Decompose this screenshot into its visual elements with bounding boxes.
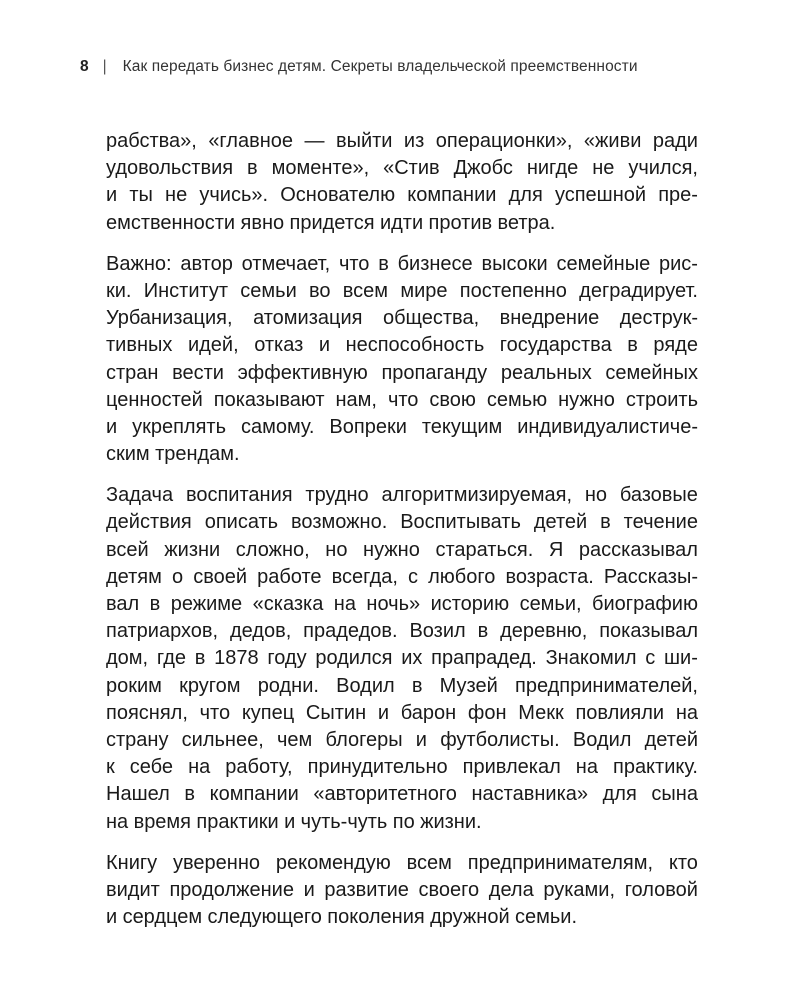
text-line: Урбанизация, атомизация общества, внедрение деструк- [106,307,698,330]
text-line: роким кругом родни. Водил в Музей предпринимателей, [106,674,698,697]
text-line: действия описать возможно. Воспитывать детей в течение [106,511,698,534]
paragraph [106,251,698,469]
text-line: вал в режиме «сказка на ночь» историю семьи, биографию [106,593,698,615]
text-line: страну сильнее, чем блогеры и футболисты. Водил детей [106,728,698,751]
text-line: на время практики и чуть-чуть по жизни. [106,810,482,833]
text-line: емственности явно придется идти против ветра. [106,211,556,234]
text-line: удовольствия в моменте», «Стив Джобс нигде не учился, [106,157,698,180]
text-line: к себе на работу, принудительно привлекал на практику. [106,756,698,779]
text-line: и укреплять самому. Вопреки текущим индивидуалистиче- [106,415,698,438]
text-line: детям о своей работе всегда, с любого возраста. Рассказы- [106,565,698,588]
text-line: тивных идей, отказ и неспособность государства в ряде [106,334,698,357]
text-line: дом, где в 1878 году родился их прапрадед. Знакомил с ши- [106,647,698,670]
text-line: ским трендам. [106,443,240,466]
paragraph [106,128,698,237]
text-line: всей жизни сложно, но нужно стараться. Я рассказывал [106,538,698,561]
text-line: и ты не учись». Основателю компании для успешной пре- [106,184,698,207]
running-head [80,58,740,76]
text-line: ки. Институт семьи во всем мире постепенно деградирует. [106,279,698,302]
page-number: 8 [80,58,89,75]
text-line: Важно: автор отмечает, что в бизнесе высоки семейные рис- [106,252,698,275]
text-line: стран вести эффективную пропаганду реальных семейных [106,361,698,384]
text-line: пояснял, что купец Сытин и барон фон Мекк повлияли на [106,701,698,724]
text-line: патриархов, дедов, прадедов. Возил в деревню, показывал [106,620,698,643]
paragraph [106,850,698,932]
text-line: видит продолжение и развитие своего дела руками, головой [106,878,698,901]
text-line: рабства», «главное — выйти из операционки», «живи ради [106,130,698,152]
text-line: Книгу уверенно рекомендую всем предпринимателям, кто [106,851,698,874]
text-line: Задача воспитания трудно алгоритмизируемая, но базовые [106,484,698,507]
text-line: и сердцем следующего поколения дружной семьи. [106,906,578,929]
body-text [106,128,698,945]
book-title: Как передать бизнес детям. Секреты владельческой преемственности [122,58,638,75]
header-separator: | [102,58,107,75]
paragraph [106,482,698,835]
text-line: ценностей показывают нам, что свою семью нужно строить [106,388,698,411]
text-line: Нашел в компании «авторитетного наставника» для сына [106,783,698,806]
